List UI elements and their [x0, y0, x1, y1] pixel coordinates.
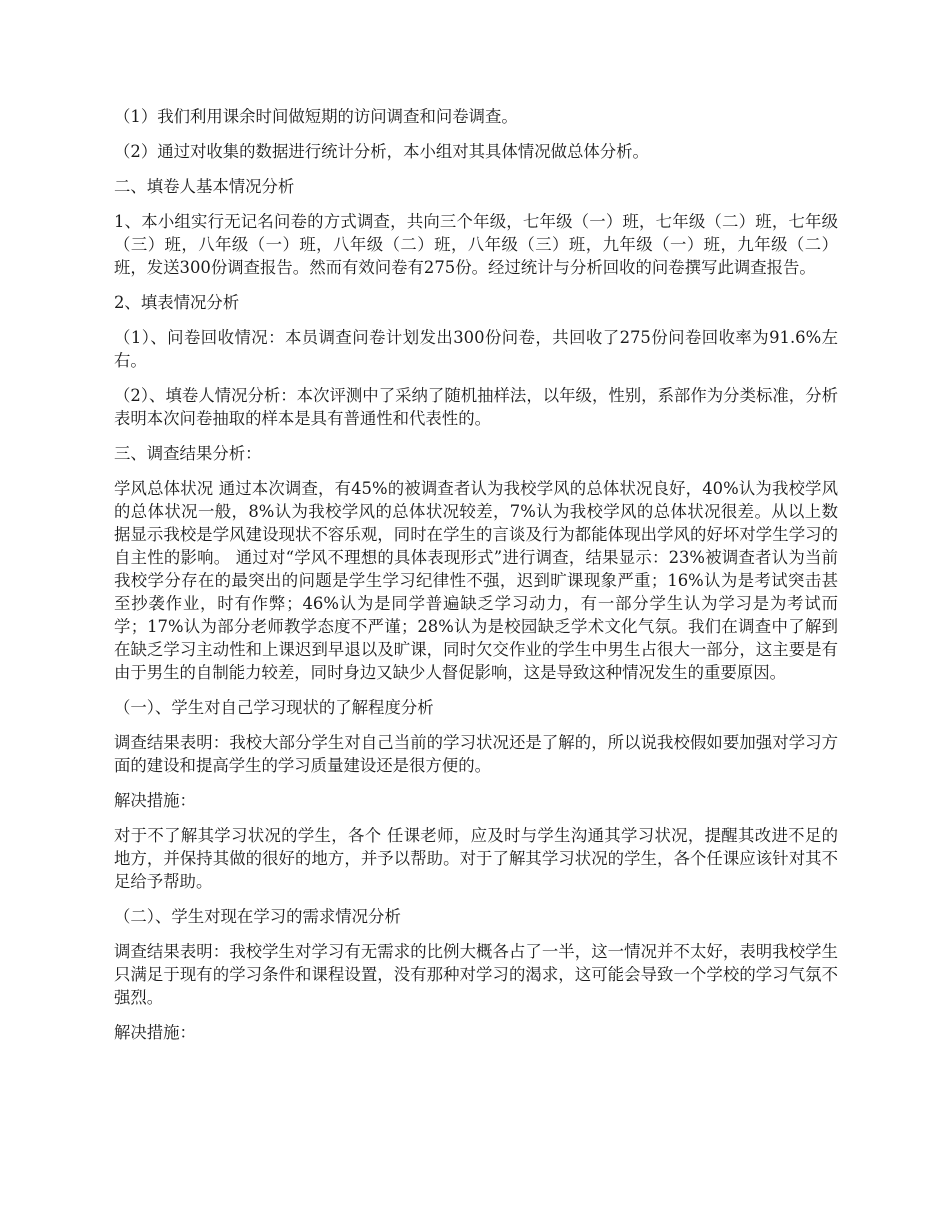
paragraph-study-style-overview: 学风总体状况 通过本次调查，有45%的被调查者认为我校学风的总体状况良好，40%认为我校学风的总体状况一般，8%认为我校学风的总体状况较差，7%认为我校学风的总体状况很差。从以上数据显示我校是学风建设现状不容乐观，同时在学生的言谈及行为都能体现出学风的好坏对学生学习的自主性的影响。 通过对“学风不理想的具体表现形式”进行调查，结果显示：23%被调查者认为当前我校学分存在的最突出的问题是学生学习纪律性不强，迟到旷课现象严重；16%认为是考试突击甚至抄袭作业，时有作弊；46%认为是同学普遍缺乏学习动力，有一部分学生认为学习是为考试而学；17%认为部分老师教学态度不严谨；28%认为是校园缺乏学术文化气氛。我们在调查中了解到在缺乏学习主动性和上课迟到早退以及旷课，同时欠交作业的学生中男生占很大一部分，这主要是有由于男生的自制能力较差，同时身边又缺少人督促影响，这是导致这种情况发生的重要原因。 — [114, 479, 838, 682]
paragraph-survey-method-1: （1）我们利用课余时间做短期的访问调查和问卷调查。 — [114, 107, 518, 126]
paragraph-questionnaire-return: （1）、问卷回收情况：本员调查问卷计划发出300份问卷，共回收了275份问卷回收率为91.6%左右。 — [114, 328, 838, 370]
subheading-learning-needs: （二）、学生对现在学习的需求情况分析 — [114, 907, 401, 926]
paragraph-respondents-overview: 1、本小组实行无记名问卷的方式调查，共向三个年级，七年级（一）班，七年级（二）班，七年级（三）班，八年级（一）班，八年级（二）班，八年级（三）班，九年级（一）班，九年级（二）班，发送300份调查报告。然而有效问卷有275份。经过统计与分析回收的问卷撰写此调查报告。 — [114, 212, 838, 277]
section-heading-respondents: 二、填卷人基本情况分析 — [114, 177, 295, 196]
paragraph-self-awareness-result: 调查结果表明：我校大部分学生对自己当前的学习状况还是了解的，所以说我校假如要加强对学习方面的建设和提高学生的学习质量建设还是很方便的。 — [114, 733, 838, 775]
paragraph-solution-1: 对于不了解其学习状况的学生，各个 任课老师，应及时与学生沟通其学习状况，提醒其改进不足的地方，并保持其做的很好的地方，并予以帮助。对于了解其学习状况的学生，各个任课应该针对其不足给予帮助。 — [114, 826, 838, 891]
paragraph-learning-needs-result: 调查结果表明：我校学生对学习有无需求的比例大概各占了一半，这一情况并不太好，表明我校学生只满足于现有的学习条件和课程设置，没有那种对学习的渴求，这可能会导致一个学校的学习气氛不强烈。 — [114, 942, 838, 1007]
paragraph-respondent-analysis: （2）、填卷人情况分析：本次评测中了采纳了随机抽样法，以年级，性别，系部作为分类标准，分析表明本次问卷抽取的样本是具有普通性和代表性的。 — [114, 386, 838, 428]
subheading-form-analysis: 2、填表情况分析 — [114, 293, 240, 312]
label-solution-1: 解决措施： — [114, 791, 196, 810]
subheading-self-awareness: （一）、学生对自己学习现状的了解程度分析 — [114, 698, 434, 717]
document-body — [114, 105, 838, 1056]
label-solution-2: 解决措施： — [114, 1023, 196, 1042]
section-heading-results: 三、调查结果分析： — [114, 444, 262, 463]
paragraph-survey-method-2: （2）通过对收集的数据进行统计分析，本小组对其具体情况做总体分析。 — [114, 142, 649, 161]
